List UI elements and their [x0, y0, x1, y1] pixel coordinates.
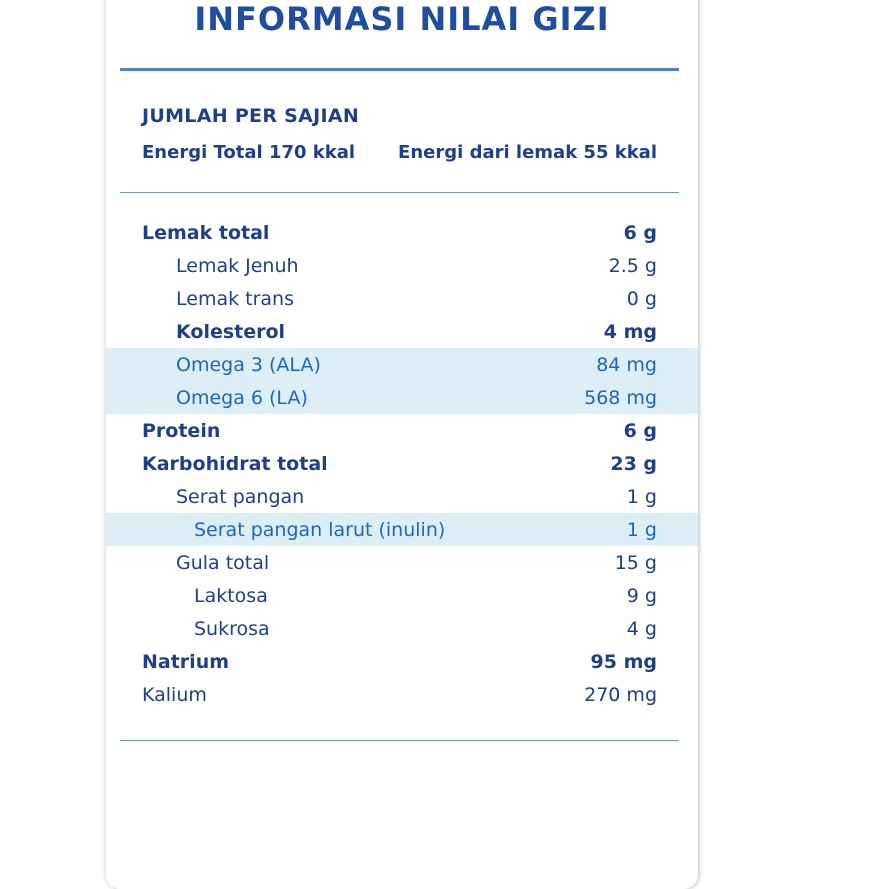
nutrient-row: [106, 381, 698, 414]
nutrient-name: Sukrosa: [194, 617, 270, 640]
nutrition-facts-panel: [106, 0, 698, 889]
nutrient-name: Laktosa: [194, 584, 268, 607]
energy-row: [142, 142, 657, 163]
nutrient-name: Lemak total: [142, 221, 270, 244]
nutrient-row: [106, 447, 698, 480]
nutrient-row: [106, 414, 698, 447]
panel-title: INFORMASI NILAI GIZI: [194, 0, 610, 38]
nutrient-name: Karbohidrat total: [142, 452, 328, 475]
nutrient-value: 4 g: [626, 617, 657, 640]
nutrient-name: Lemak trans: [176, 287, 294, 310]
nutrient-value: 6 g: [623, 419, 657, 442]
nutrient-name: Gula total: [176, 551, 270, 574]
nutrient-row: [106, 216, 698, 249]
nutrient-value: 2.5 g: [608, 254, 657, 277]
nutrient-name: Serat pangan: [176, 485, 305, 508]
nutrient-name: Lemak Jenuh: [176, 254, 299, 277]
nutrient-value: 270 mg: [584, 683, 657, 706]
nutrient-value: 9 g: [626, 584, 657, 607]
nutrient-row: [106, 315, 698, 348]
bottom-divider: [120, 740, 679, 741]
nutrient-row: [106, 348, 698, 381]
nutrient-row: [106, 645, 698, 678]
nutrient-row: [106, 579, 698, 612]
nutrient-row: [106, 546, 698, 579]
nutrient-row: [106, 612, 698, 645]
energy-total: Energi Total 170 kkal: [142, 142, 356, 163]
nutrient-value: 23 g: [610, 452, 657, 475]
nutrient-row: [106, 249, 698, 282]
nutrient-row: [106, 282, 698, 315]
nutrient-value: 84 mg: [596, 353, 657, 376]
nutrient-name: Omega 3 (ALA): [176, 353, 321, 376]
nutrient-name: Kalium: [142, 683, 207, 706]
title-divider: [120, 68, 679, 71]
nutrient-row: [106, 678, 698, 711]
nutrient-value: 1 g: [626, 518, 657, 541]
energy-from-fat: Energi dari lemak 55 kkal: [398, 142, 657, 163]
nutrient-list: [106, 216, 698, 711]
nutrient-name: Serat pangan larut (inulin): [194, 518, 446, 541]
serving-divider: [120, 192, 679, 193]
nutrient-value: 568 mg: [584, 386, 657, 409]
nutrient-value: 95 mg: [590, 650, 657, 673]
nutrient-row: [106, 513, 698, 546]
nutrient-row: [106, 480, 698, 513]
nutrient-value: 15 g: [614, 551, 657, 574]
nutrient-value: 0 g: [626, 287, 657, 310]
nutrient-value: 4 mg: [603, 320, 657, 343]
nutrient-name: Natrium: [142, 650, 230, 673]
serving-heading: JUMLAH PER SAJIAN: [142, 105, 360, 127]
nutrient-value: 6 g: [623, 221, 657, 244]
nutrient-name: Kolesterol: [176, 320, 286, 343]
nutrient-name: Omega 6 (LA): [176, 386, 308, 409]
nutrient-name: Protein: [142, 419, 221, 442]
nutrient-value: 1 g: [626, 485, 657, 508]
